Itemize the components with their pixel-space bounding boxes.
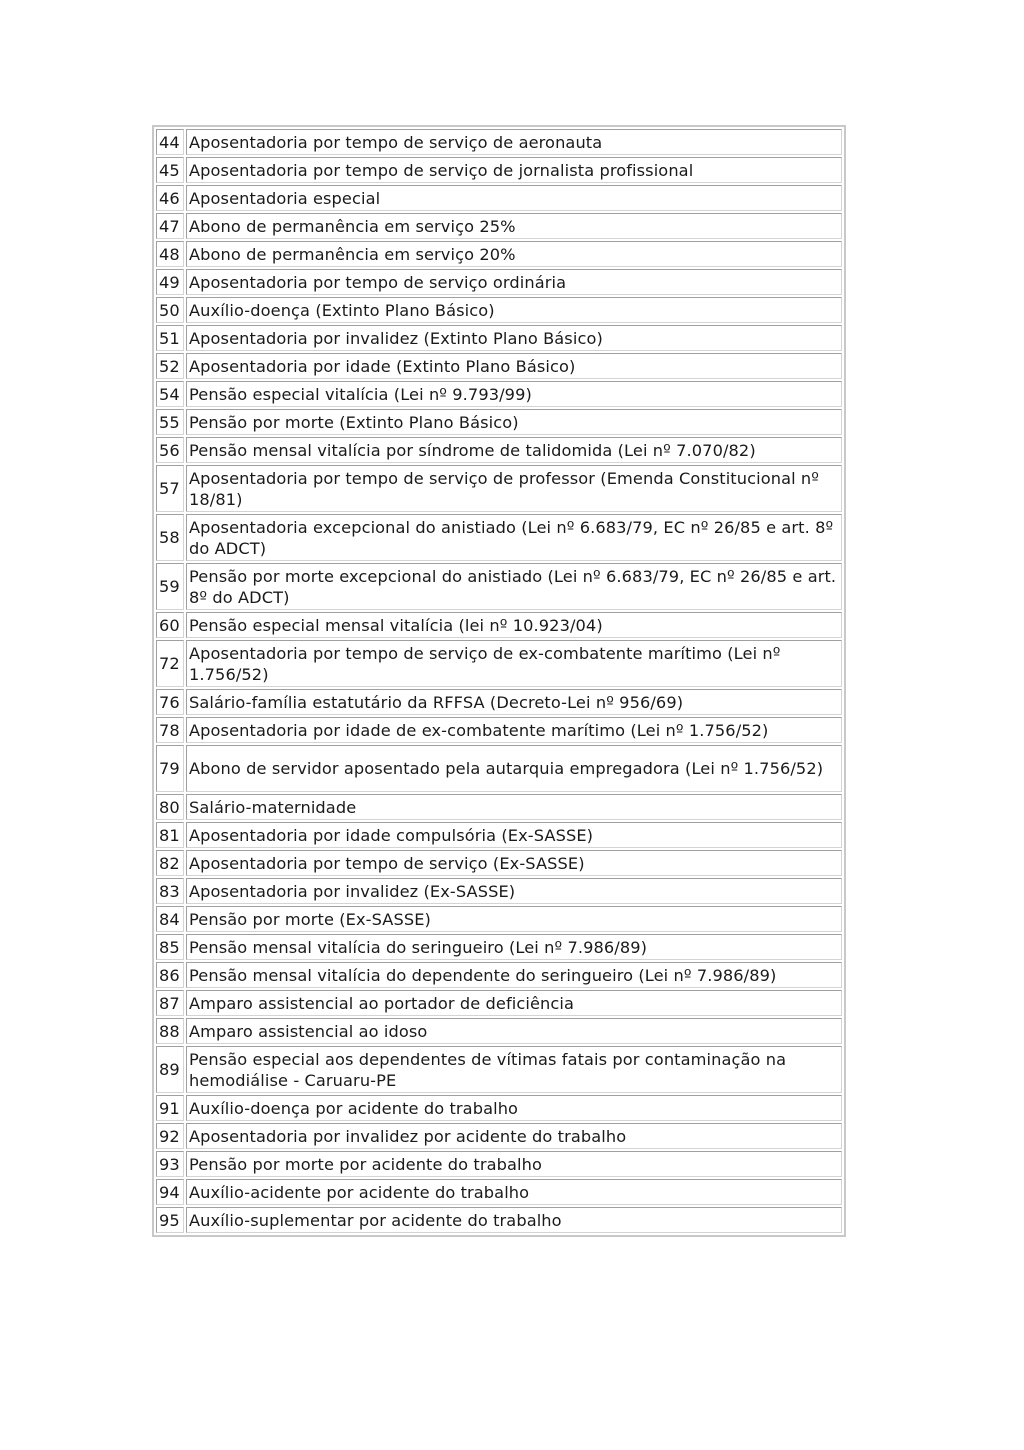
benefit-code: 91 — [156, 1095, 184, 1121]
table-row — [156, 129, 842, 155]
benefit-description: Auxílio-suplementar por acidente do trabalho — [186, 1207, 842, 1233]
table-row — [156, 794, 842, 820]
table-row — [156, 1095, 842, 1121]
benefit-species-table — [152, 125, 846, 1237]
benefit-description: Aposentadoria por idade (Extinto Plano Básico) — [186, 353, 842, 379]
table-row — [156, 409, 842, 435]
benefit-description: Amparo assistencial ao portador de deficiência — [186, 990, 842, 1016]
benefit-code: 92 — [156, 1123, 184, 1149]
benefit-description: Pensão por morte (Extinto Plano Básico) — [186, 409, 842, 435]
benefit-description: Aposentadoria por invalidez (Ex-SASSE) — [186, 878, 842, 904]
benefit-description: Pensão especial vitalícia (Lei nº 9.793/99) — [186, 381, 842, 407]
benefit-code: 82 — [156, 850, 184, 876]
benefit-code: 57 — [156, 465, 184, 512]
benefit-code: 48 — [156, 241, 184, 267]
table-row — [156, 465, 842, 512]
benefit-description: Aposentadoria por tempo de serviço (Ex-SASSE) — [186, 850, 842, 876]
benefit-description: Pensão mensal vitalícia do dependente do seringueiro (Lei nº 7.986/89) — [186, 962, 842, 988]
benefit-description: Aposentadoria por tempo de serviço de jornalista profissional — [186, 157, 842, 183]
benefit-code: 94 — [156, 1179, 184, 1205]
benefit-description: Aposentadoria por tempo de serviço ordinária — [186, 269, 842, 295]
table-row — [156, 1151, 842, 1177]
benefit-description: Aposentadoria excepcional do anistiado (Lei nº 6.683/79, EC nº 26/85 e art. 8º do ADCT) — [186, 514, 842, 561]
benefit-description: Pensão especial mensal vitalícia (lei nº 10.923/04) — [186, 612, 842, 638]
table-row — [156, 1046, 842, 1093]
benefit-description: Aposentadoria por tempo de serviço de professor (Emenda Constitucional nº 18/81) — [186, 465, 842, 512]
benefit-description: Pensão por morte excepcional do anistiado (Lei nº 6.683/79, EC nº 26/85 e art. 8º do ADCT) — [186, 563, 842, 610]
table-row — [156, 717, 842, 743]
benefit-code: 84 — [156, 906, 184, 932]
benefit-description: Amparo assistencial ao idoso — [186, 1018, 842, 1044]
benefit-code: 46 — [156, 185, 184, 211]
benefit-code: 79 — [156, 745, 184, 792]
benefit-description: Auxílio-doença (Extinto Plano Básico) — [186, 297, 842, 323]
table-row — [156, 990, 842, 1016]
benefit-description: Aposentadoria por invalidez (Extinto Plano Básico) — [186, 325, 842, 351]
benefit-description: Auxílio-acidente por acidente do trabalho — [186, 1179, 842, 1205]
table-row — [156, 514, 842, 561]
benefit-code: 50 — [156, 297, 184, 323]
benefit-description: Aposentadoria por tempo de serviço de ex-combatente marítimo (Lei nº 1.756/52) — [186, 640, 842, 687]
benefit-description: Salário-família estatutário da RFFSA (Decreto-Lei nº 956/69) — [186, 689, 842, 715]
table-row — [156, 689, 842, 715]
benefit-code: 47 — [156, 213, 184, 239]
table-row — [156, 878, 842, 904]
table-row — [156, 745, 842, 792]
benefit-code: 85 — [156, 934, 184, 960]
benefit-code: 88 — [156, 1018, 184, 1044]
benefit-description: Aposentadoria por idade compulsória (Ex-SASSE) — [186, 822, 842, 848]
table-row — [156, 185, 842, 211]
table-row — [156, 325, 842, 351]
benefit-code: 81 — [156, 822, 184, 848]
benefit-code: 58 — [156, 514, 184, 561]
benefit-description: Pensão por morte por acidente do trabalho — [186, 1151, 842, 1177]
benefit-code: 52 — [156, 353, 184, 379]
benefit-code: 78 — [156, 717, 184, 743]
benefit-description: Auxílio-doença por acidente do trabalho — [186, 1095, 842, 1121]
benefit-description: Pensão especial aos dependentes de vítimas fatais por contaminação na hemodiálise - Caruaru-PE — [186, 1046, 842, 1093]
table-row — [156, 1123, 842, 1149]
benefit-description: Pensão por morte (Ex-SASSE) — [186, 906, 842, 932]
benefit-description: Abono de permanência em serviço 20% — [186, 241, 842, 267]
benefit-description: Aposentadoria especial — [186, 185, 842, 211]
benefit-description: Aposentadoria por idade de ex-combatente marítimo (Lei nº 1.756/52) — [186, 717, 842, 743]
benefit-description: Aposentadoria por tempo de serviço de aeronauta — [186, 129, 842, 155]
benefit-code: 59 — [156, 563, 184, 610]
table-body — [156, 129, 842, 1233]
table-row — [156, 962, 842, 988]
benefit-code: 55 — [156, 409, 184, 435]
benefit-description: Aposentadoria por invalidez por acidente do trabalho — [186, 1123, 842, 1149]
benefit-code: 54 — [156, 381, 184, 407]
table-row — [156, 353, 842, 379]
table-row — [156, 1179, 842, 1205]
table-row — [156, 1207, 842, 1233]
benefit-description: Abono de servidor aposentado pela autarquia empregadora (Lei nº 1.756/52) — [186, 745, 842, 792]
table-row — [156, 906, 842, 932]
benefit-code: 56 — [156, 437, 184, 463]
table-row — [156, 1018, 842, 1044]
benefit-code: 87 — [156, 990, 184, 1016]
table-row — [156, 157, 842, 183]
benefit-code: 83 — [156, 878, 184, 904]
table-row — [156, 269, 842, 295]
benefit-code: 86 — [156, 962, 184, 988]
table-row — [156, 381, 842, 407]
benefit-description: Pensão mensal vitalícia do seringueiro (Lei nº 7.986/89) — [186, 934, 842, 960]
benefit-code: 72 — [156, 640, 184, 687]
table-row — [156, 612, 842, 638]
table-row — [156, 934, 842, 960]
benefit-code: 45 — [156, 157, 184, 183]
table-row — [156, 640, 842, 687]
table-row — [156, 213, 842, 239]
table-row — [156, 850, 842, 876]
table-row — [156, 241, 842, 267]
benefit-code: 76 — [156, 689, 184, 715]
table-row — [156, 437, 842, 463]
benefit-code: 95 — [156, 1207, 184, 1233]
table-row — [156, 563, 842, 610]
benefit-code: 80 — [156, 794, 184, 820]
benefit-description: Salário-maternidade — [186, 794, 842, 820]
benefit-code: 49 — [156, 269, 184, 295]
table-row — [156, 822, 842, 848]
table-row — [156, 297, 842, 323]
benefit-code: 93 — [156, 1151, 184, 1177]
benefit-description: Pensão mensal vitalícia por síndrome de talidomida (Lei nº 7.070/82) — [186, 437, 842, 463]
benefit-code: 60 — [156, 612, 184, 638]
benefit-code: 51 — [156, 325, 184, 351]
benefit-code: 89 — [156, 1046, 184, 1093]
benefit-description: Abono de permanência em serviço 25% — [186, 213, 842, 239]
benefit-code: 44 — [156, 129, 184, 155]
